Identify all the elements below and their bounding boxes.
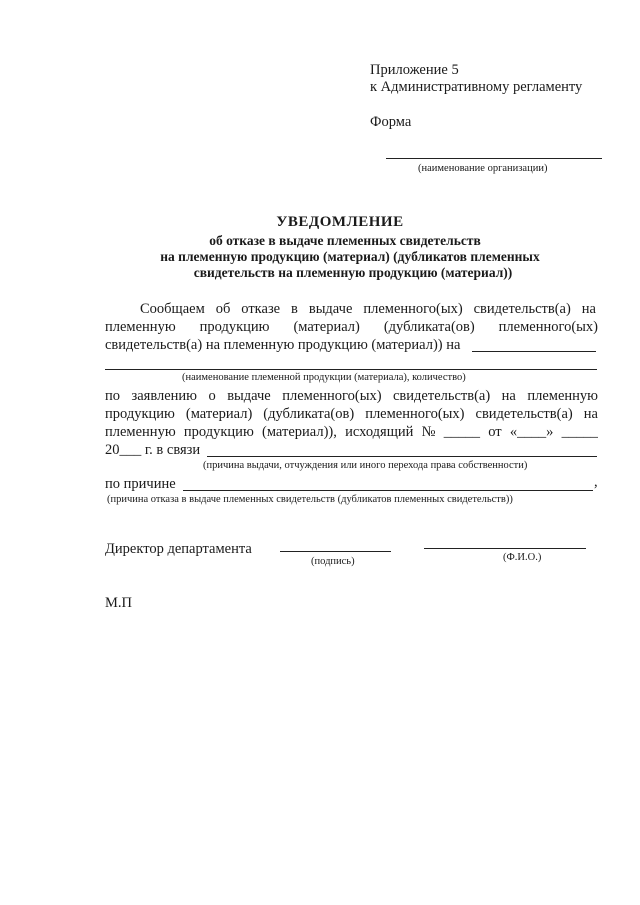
signature-line (280, 551, 391, 552)
word: свидетельств(а) (473, 301, 571, 317)
signatory-title: Директор департамента (105, 541, 252, 557)
word: _____ (443, 424, 480, 440)
body-line-6 (105, 424, 598, 441)
word: продукцию (199, 319, 270, 335)
word: «____» (509, 424, 554, 440)
body-line-2 (105, 319, 598, 336)
body-line-4 (105, 388, 598, 405)
word: № (421, 424, 436, 440)
word: племенную (105, 319, 176, 335)
name-line (424, 548, 586, 549)
word: племенную (527, 388, 598, 404)
title-line-2: на племенную продукцию (материал) (дубликатов племенных (160, 249, 540, 264)
seal-place: М.П (105, 595, 132, 611)
word: свидетельств(а) (475, 406, 573, 422)
form-label: Форма (370, 114, 412, 130)
name-caption: (Ф.И.О.) (503, 552, 542, 563)
word: _____ (561, 424, 598, 440)
word: на (581, 301, 596, 317)
word: по (105, 388, 121, 404)
refusal-caption: (причина отказа в выдаче племенных свидетельств (дубликатов племенных свидетельств)) (107, 494, 513, 505)
appendix-reference: к Административному регламенту (370, 79, 583, 95)
body-line-7: 20___ г. в связи (105, 442, 201, 458)
fill-line-product-b (105, 369, 597, 370)
word: исходящий (345, 424, 414, 440)
word: племенную (105, 424, 176, 440)
fill-line-reason (207, 456, 597, 457)
appendix-number: Приложение 5 (370, 62, 459, 78)
word: на (501, 388, 516, 404)
word: об (215, 301, 231, 317)
word: племенного(ых) (363, 301, 463, 317)
word: (материал) (293, 319, 360, 335)
word: о (208, 388, 216, 404)
organization-line (386, 158, 602, 159)
word: выдаче (308, 301, 353, 317)
title-line-3: свидетельств на племенную продукцию (материал)) (193, 265, 513, 280)
word: Сообщаем (140, 301, 205, 317)
word: (дубликата(ов) (383, 319, 475, 335)
word: племенного(ых) (282, 388, 382, 404)
word: (материал)), (262, 424, 337, 440)
body-line-5 (105, 406, 598, 423)
reason-caption: (причина выдачи, отчуждения или иного перехода права собственности) (203, 460, 528, 471)
fill-line-product-a (472, 351, 596, 352)
word: племенного(ых) (498, 319, 598, 335)
word: племенного(ых) (365, 406, 465, 422)
word: свидетельств(а) (393, 388, 491, 404)
fill-line-refusal (183, 490, 593, 491)
title-line-1: об отказе в выдаче племенных свидетельств (209, 233, 481, 248)
word: продукцию (183, 424, 254, 440)
word: заявлению (131, 388, 197, 404)
word: от (488, 424, 502, 440)
word: продукцию (105, 406, 175, 422)
organization-caption: (наименование организации) (418, 163, 548, 174)
line-end-comma: , (594, 474, 598, 490)
word: в (291, 301, 298, 317)
body-line-3: свидетельств(а) на племенную продукцию (материал)) на (105, 337, 461, 353)
word: отказе (241, 301, 281, 317)
body-line-8: по причине (105, 476, 176, 492)
product-caption: (наименование племенной продукции (материала), количество) (182, 372, 466, 383)
word: на (583, 406, 598, 422)
word: выдаче (227, 388, 271, 404)
document-title: УВЕДОМЛЕНИЕ (276, 214, 404, 230)
word: (материал) (185, 406, 253, 422)
body-line-1 (140, 301, 596, 318)
signature-caption: (подпись) (311, 556, 355, 567)
word: (дубликата(ов) (263, 406, 355, 422)
